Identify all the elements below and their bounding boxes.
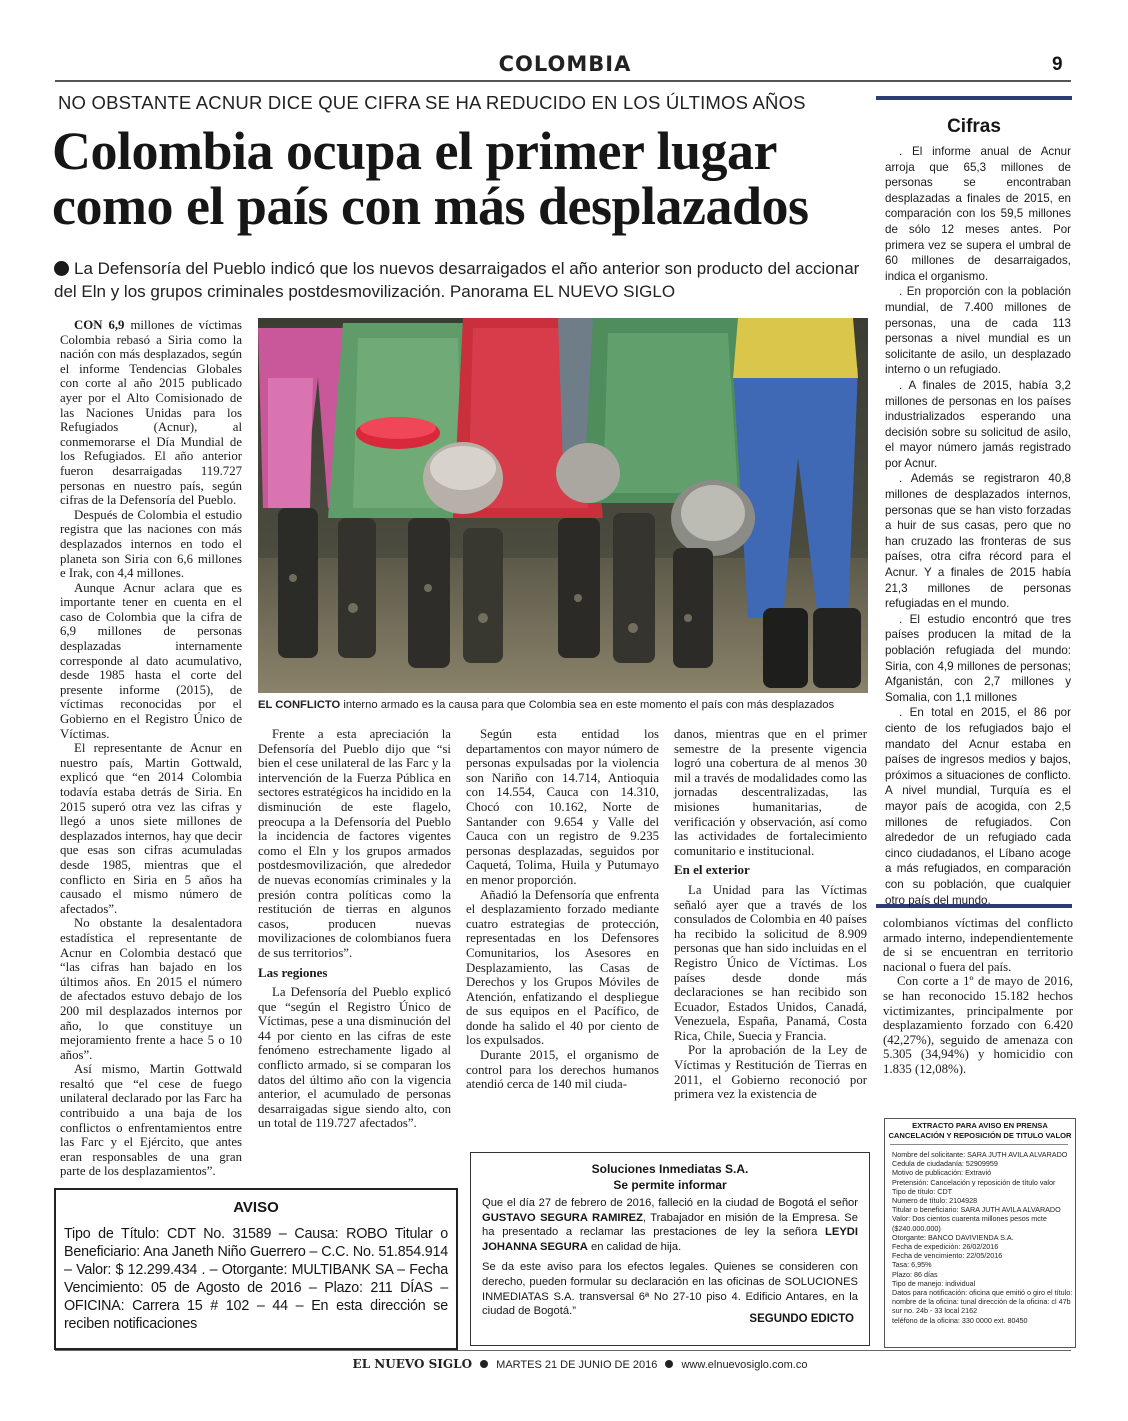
notice-text: Que el día 27 de febrero de 2016, falleció en la ciudad de Bogotá el señor [482,1197,858,1209]
extracto-field: Datos para notificación: oficina que emitió o giro el título: [892,1288,1073,1298]
paragraph: Según esta entidad los departamentos con mayor número de personas expulsadas por la violencia son Nariño con 14.714, Antioquia con 14.554, Cauca con 14.310, Chocó con 10.162, Norte de Santander con 9.654 y Valle del Cauca con un registro de 9.235 personas desplazadas, seguidos por Caquetá, Tolima, Huila y Putumayo en menor proporción. [466,727,659,887]
paragraph: Añadió la Defensoría que enfrenta el desplazamiento forzado mediante cuatro estrategias de protección, representadas en los Defensores Comunitarios, los Asesores en Desplazamiento, las Casas de Derechos y los Grupos Móviles de Atención, enfatizando el despliegue de sus equipos en el Pacífico, de donde ha salido el 40 por ciento de los expulsados. [466,887,659,1048]
extracto-field: sur no. 24b - 33 local 2162 [892,1306,978,1316]
footer-website[interactable]: www.elnuevosiglo.com.co [681,1359,808,1371]
cifras-item: . A finales de 2015, había 3,2 millones de personas en los países industrializados esperando una decisión sobre su solicitud de asilo, el mayor número jamás registrado por Acnur. [885,378,1071,470]
notice-text: , Trabajador en misión de la Empresa. Se ha presentado a reclamar las prestaciones de ley la señora [482,1211,858,1239]
paragraph: colombianos víctimas del conflicto armado interno, independientemente de si se encuentran en territorio nacional o fuera del país. [883,916,1073,974]
soluciones-title [470,1161,870,1193]
paragraph: Durante 2015, el organismo de control para los derechos humanos atendió cerca de 140 mil ciuda- [466,1048,659,1092]
paragraph: Con corte a 1º de mayo de 2016, se han reconocido 15.182 hechos victimizantes, principalmente por desplazamiento forzado con 6.420 (42,27%), seguido de amenaza con 5.305 (34,94%) y homicidio con 1.835 (12,08%). [883,974,1073,1076]
header-rule [55,80,1071,82]
extracto-fields [892,1150,1072,1325]
extracto-field: Pretensión: Cancelación y reposición de título valor [892,1177,1056,1187]
headline-line-1: Colombia ocupa el primer lugar [52,121,777,181]
lead-in: CON 6,9 [74,318,125,332]
soluciones-signature: SEGUNDO EDICTO [749,1313,854,1325]
extracto-field: teléfono de la oficina: 330 0000 ext. 80450 [892,1315,1028,1325]
paragraph: millones de víctimas Colombia rebasó a Siria como la nación con más desplazados, según el informe Tendencias Globales con corte al año 2015 publicado ayer por el Alto Comisionado de las Naciones Unidas para los Refugiados (Acnur), al conmemorarse el Día Mundial de los Refugiados. El año anterior fueron desarraigadas 119.727 personas en nuestro país, según cifras de la Defensoría del Pueblo. [60,318,242,508]
subhead-exterior: En el exterior [674,862,750,878]
footer-dot-icon [665,1360,673,1368]
aviso-text: Tipo de Título: CDT No. 31589 – Causa: ROBO Titular o Beneficiario: Ana Janeth Niño Guerrero – C.C. No. 51.854.914 – Valor: $ 12.299.434 . – Otorgante: MULTIBANK SA – Fecha Vencimiento: 05 de Agosto de 2016 – Plazo: 211 DÍAS – OFICINA: Carrera 15 # 102 – 44 – En esta dirección se reciben notificaciones [64,1226,448,1332]
displaced-people-photo-illustration [258,318,868,693]
notice-text: en calidad de hija. [587,1240,682,1253]
article-column-2 [258,727,451,1167]
extracto-field: Fecha de vencimiento: 22/05/2016 [892,1251,1003,1261]
extracto-title [884,1121,1076,1141]
article-column-4 [674,727,867,1137]
extracto-field: Tasa: 6,95% [892,1260,932,1270]
bullet-dot-icon [54,261,69,276]
deceased-name: GUSTAVO SEGURA RAMIREZ [482,1211,643,1224]
notice-text: Se da este aviso para los efectos legales. Quienes se consideren con derecho, pueden formular su declaración en las oficinas de SOLUCIONES INMEDIATAS S.A. transversal 6ª No 27-10 piso 4. Edificio Antares, en la ciudad de Bogotá.” [482,1261,858,1318]
article-column-3 [466,727,659,1167]
extracto-field: Tipo de título: CDT [892,1186,953,1196]
paragraph: Frente a esta apreciación la Defensoría del Pueblo dijo que “si bien el cese unilateral de las Farc y la intervención de la Fuerza Pública en sectores estratégicos ha incidido en la disminución de este flagelo, preocupa a la Defensoría del Pueblo la incidencia de factores vigentes como el Eln y los grupos armados postdesmovilización, que alrededor de nuevas economías criminales y la presión contra políticas como la restitución de tierras en algunos casos, producen nuevas movilizaciones de colombianos fuera de sus territorios”. [258,727,451,960]
soluciones-company: Soluciones Inmediatas S.A. [591,1162,749,1176]
paragraph: Así mismo, Martin Gottwald resaltó que “el cese de fuego unilateral declarado por las Farc ha contribuido a una baja de los conflictos o enfrentamientos entre las Farc y el Ejército, que antes eran responsables de una gran parte de los desplazamientos”. [60,1062,242,1179]
extracto-field: Valor: Dos cientos cuarenta millones pesos mcte [892,1214,1047,1224]
cifras-item: . El informe anual de Acnur arroja que 65,3 millones de personas se encontraban desplazadas a finales de 2015, en comparación con los 59,5 millones de sólo 12 meses antes. Por primera vez se supera el umbral de 60 millones de desarraigados, indica el organismo. [885,145,1071,283]
footer-rule [55,1350,1071,1351]
extracto-title-line-2: CANCELACIÓN Y REPOSICIÓN DE TITULO VALOR [888,1131,1072,1140]
extracto-field: Plazo: 86 días [892,1269,938,1279]
kicker: NO OBSTANTE ACNUR DICE QUE CIFRA SE HA REDUCIDO EN LOS ÚLTIMOS AÑOS [58,92,806,113]
headline-line-2: como el país con más desplazados [52,176,809,236]
extracto-field: nombre de la oficina: tunal dirección de la oficina: cl 47b [892,1297,1071,1307]
cifras-list [885,144,1071,908]
page-number: 9 [1052,54,1063,75]
extracto-field: Numero de título: 2104928 [892,1196,978,1206]
section-label: COLOMBIA [498,52,632,76]
extracto-field: Nombre del solicitante: SARA JUTH AVILA ALVARADO [892,1150,1068,1159]
extracto-title-line-1: EXTRACTO PARA AVISO EN PRENSA [912,1121,1048,1130]
claimant-name: LEYDI JOHANNA SEGURA [482,1226,858,1253]
extracto-rule [890,1144,1068,1145]
paragraph: Por la aprobación de la Ley de Víctimas y Restitución de Tierras en 2011, el Gobierno reconoció por primera vez la existencia de [674,1043,867,1102]
extracto-field: Cedula de ciudadanía: 52909959 [892,1159,998,1169]
paragraph: La Unidad para las Víctimas señaló ayer que a través de los consulados de Colombia en 40 países ha recibido la solicitud de 8.909 personas que han sido incluidas en el Registro Único de Víctimas. Los países desde donde más declaraciones se han recibido son Ecuador, Estados Unidos, Canadá, Venezuela, España, Panamá, Costa Rica, Chile, Suecia y Francia. [674,882,867,1043]
footer-date: MARTES 21 DE JUNIO DE 2016 [496,1359,658,1371]
cifras-item: . En proporción con la población mundial, de 7.400 millones de personas, una de cada 113 personas a nivel mundial es un solicitante de asilo, un desplazado interno o un refugiado. [885,285,1071,377]
extracto-field: Motivo de publicación: Extravió [892,1168,992,1178]
soluciones-subtitle: Se permite informar [613,1178,727,1192]
extracto-field: ($240.000.000) [892,1223,941,1233]
subhead-regiones: Las regiones [258,964,328,980]
extracto-field: Otorgante: BANCO DAVIVIENDA S.A. [892,1232,1014,1242]
article-column-1 [60,318,242,1179]
headline [52,121,882,236]
extracto-field: Titular o beneficiario: SARA JUTH AVILA ALVARADO [892,1205,1061,1215]
caption-lead: EL CONFLICTO [258,699,341,711]
photo-caption [258,699,878,711]
deck-text: La Defensoría del Pueblo indicó que los nuevos desarraigados el año anterior son producto del accionar del Eln y los grupos criminales postdesmovilización. Panorama EL NUEVO SIGLO [54,259,860,301]
paragraph: Aunque Acnur aclara que es importante tener en cuenta en el caso de Colombia que la cifra de 6,9 millones de personas desplazadas internamente corresponde al dato acumulativo, desde 1985 hasta el corte del presente informe (2015), de víctimas reconocidas por el Gobierno en el Registro Único de Víctimas. [60,580,242,741]
page-footer [300,1357,860,1371]
deck [54,257,866,303]
aviso-title: AVISO [233,1199,279,1216]
extracto-field: Tipo de manejo: individual [892,1278,976,1288]
article-column-5 [883,916,1073,1126]
cifras-item: . En total en 2015, el 86 por ciento de los refugiados bajo el mandato del Acnur estaba en países de ingresos medios y bajos, próximos a situaciones de conflicto. A nivel mundial, Turquía es el mayor país de acogida, con 2,5 millones de refugiados. Con alrededor de un refugiado cada cinco ciudadanos, el Líbano acoge a más refugiados, en comparación con su población, que cualquier otro país del mundo. [885,706,1071,907]
extracto-field: Fecha de expedición: 26/02/2016 [892,1242,999,1252]
paragraph: La Defensoría del Pueblo explicó que “según el Registro Único de Víctimas, pese a una disminución del 44 por ciento en las cifras de este fenómeno estrechamente ligado al conflicto armado, si se comparan los datos del último año con la vigencia anterior, el acumulado de personas desarraigadas sigue siendo alto, con un total de 119.727 afectados”. [258,985,451,1131]
footer-logo: EL NUEVO SIGLO [352,1357,473,1371]
cifras-item: . El estudio encontró que tres países producen la mitad de la población refugiada del mundo: Siria, con 4,9 millones de personas; Afganistán, con 2,7 millones y Somalia, con 1,1 millones [885,612,1071,704]
cifras-item: . Además se registraron 40,8 millones de desplazados internos, personas que se han visto forzadas a huir de sus casas, pero que no han cruzado las fronteras de sus países, otra cifra récord para el Acnur. Y a finales de 2015 había 21,3 millones de personas refugiadas en el mundo. [885,472,1071,611]
caption-text: interno armado es la causa para que Colombia sea en este momento el país con más desplazados [340,699,835,711]
paragraph: danos, mientras que en el primer semestre de la presente vigencia logró una cobertura de al menos 30 mil a través de modalidades como las jornadas descentralizadas, las misiones humanitarias, de verificación y observación, así como las actividades de fortalecimiento comunitario e institucional. [674,727,867,858]
article-photo [258,318,868,693]
footer-dot-icon [480,1360,488,1368]
soluciones-text [482,1196,858,1325]
paragraph: Después de Colombia el estudio registra que las naciones con más desplazados internos en todo el planeta son Siria con 6,6 millones e Irak, con 4,4 millones. [60,507,242,581]
cifras-title: Cifras [947,116,1001,137]
paragraph: El representante de Acnur en nuestro país, Martin Gottwald, explicó que “en 2014 Colombia todavía estaba detrás de Siria. En 2015 superó otra vez las cifras y llegó a unos siete millones de desplazados internos, hay que decir que esas son cifras acumuladas desde 1985, mientras que el conflicto en Siria en 5 años ha causado el mismo número de afectados”. [60,741,242,916]
paragraph: No obstante la desalentadora estadística el representante de Acnur en Colombia destacó que “las cifras han bajado en los últimos años. En 2015 el número de afectados estuvo debajo de los 200 mil desplazados internos por año, lo que constituye un mejoramiento frente a hace 5 o 10 años”. [60,916,242,1062]
